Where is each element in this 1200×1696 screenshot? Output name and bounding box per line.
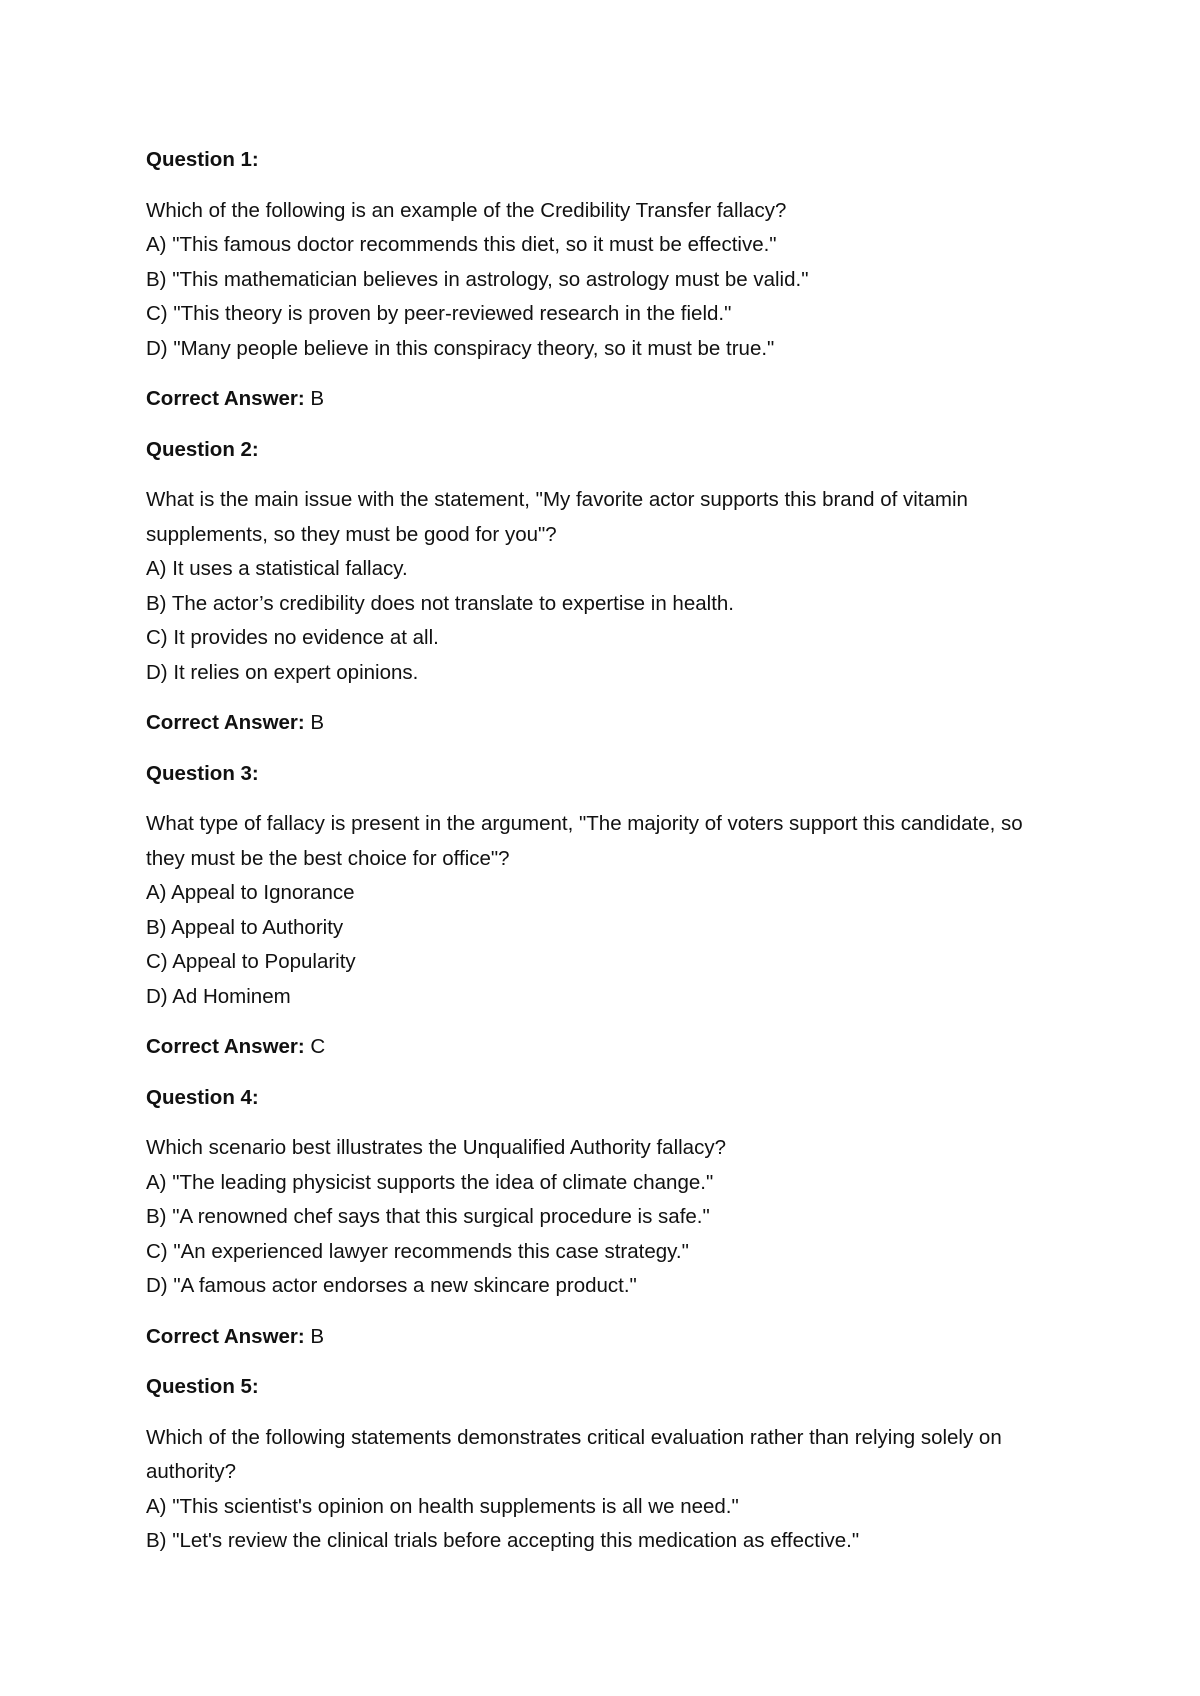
question-text: Which of the following statements demonstrates critical evaluation rather than relying solely on authority? <box>146 1425 1002 1483</box>
option-b: B) "A renowned chef says that this surgical procedure is safe." <box>146 1205 710 1228</box>
correct-answer-label: Correct Answer: <box>146 711 305 734</box>
option-d: D) Ad Hominem <box>146 984 291 1008</box>
option-b: B) The actor’s credibility does not translate to expertise in health. <box>146 591 734 615</box>
question-text: What is the main issue with the statement, "My favorite actor supports this brand of vitamin supplements, so they must be good for you"? <box>146 488 968 546</box>
option-c: C) It provides no evidence at all. <box>146 626 439 649</box>
option-list <box>146 1490 1060 1559</box>
correct-answer-label: Correct Answer: <box>146 1324 305 1348</box>
option-a: A) "This famous doctor recommends this diet, so it must be effective." <box>146 233 777 256</box>
question-heading: Question 2: <box>146 437 259 461</box>
question-heading: Question 4: <box>146 1085 259 1109</box>
question-5 <box>146 1370 1060 1559</box>
correct-answer <box>146 1320 1060 1355</box>
correct-answer-value: C <box>304 1035 326 1058</box>
correct-answer <box>146 1030 1060 1065</box>
option-b: B) Appeal to Authority <box>146 915 344 939</box>
question-heading: Question 5: <box>146 1375 259 1398</box>
correct-answer-value: B <box>304 387 325 410</box>
question-1 <box>146 143 1060 417</box>
option-d: D) It relies on expert opinions. <box>146 660 419 684</box>
question-heading: Question 3: <box>146 761 259 785</box>
option-a: A) It uses a statistical fallacy. <box>146 557 408 580</box>
option-c: C) Appeal to Popularity <box>146 950 356 973</box>
option-d: D) "Many people believe in this conspiracy theory, so it must be true." <box>146 336 775 360</box>
option-a: A) "The leading physicist supports the idea of climate change." <box>146 1170 714 1194</box>
option-list <box>146 552 1060 690</box>
question-3 <box>146 757 1060 1065</box>
correct-answer <box>146 706 1060 741</box>
correct-answer-label: Correct Answer: <box>146 1035 305 1058</box>
correct-answer <box>146 382 1060 417</box>
option-c: C) "This theory is proven by peer-reviewed research in the field." <box>146 302 732 325</box>
question-text: Which of the following is an example of the Credibility Transfer fallacy? <box>146 198 787 222</box>
question-2 <box>146 433 1060 741</box>
option-list <box>146 1166 1060 1304</box>
question-text: Which scenario best illustrates the Unqualified Authority fallacy? <box>146 1136 726 1159</box>
option-d: D) "A famous actor endorses a new skincare product." <box>146 1274 637 1297</box>
option-b: B) "This mathematician believes in astrology, so astrology must be valid." <box>146 267 809 291</box>
option-a: A) "This scientist's opinion on health supplements is all we need." <box>146 1494 739 1518</box>
correct-answer-value: B <box>304 1324 325 1348</box>
option-a: A) Appeal to Ignorance <box>146 881 355 904</box>
option-c: C) "An experienced lawyer recommends this case strategy." <box>146 1239 689 1263</box>
question-heading: Question 1: <box>146 148 259 171</box>
question-4 <box>146 1081 1060 1355</box>
option-b: B) "Let's review the clinical trials before accepting this medication as effective." <box>146 1529 860 1552</box>
correct-answer-label: Correct Answer: <box>146 387 305 410</box>
question-text: What type of fallacy is present in the argument, "The majority of voters support this candidate, so they must be the best choice for office"? <box>146 812 1023 870</box>
option-list <box>146 228 1060 366</box>
option-list <box>146 876 1060 1014</box>
correct-answer-value: B <box>304 711 325 734</box>
